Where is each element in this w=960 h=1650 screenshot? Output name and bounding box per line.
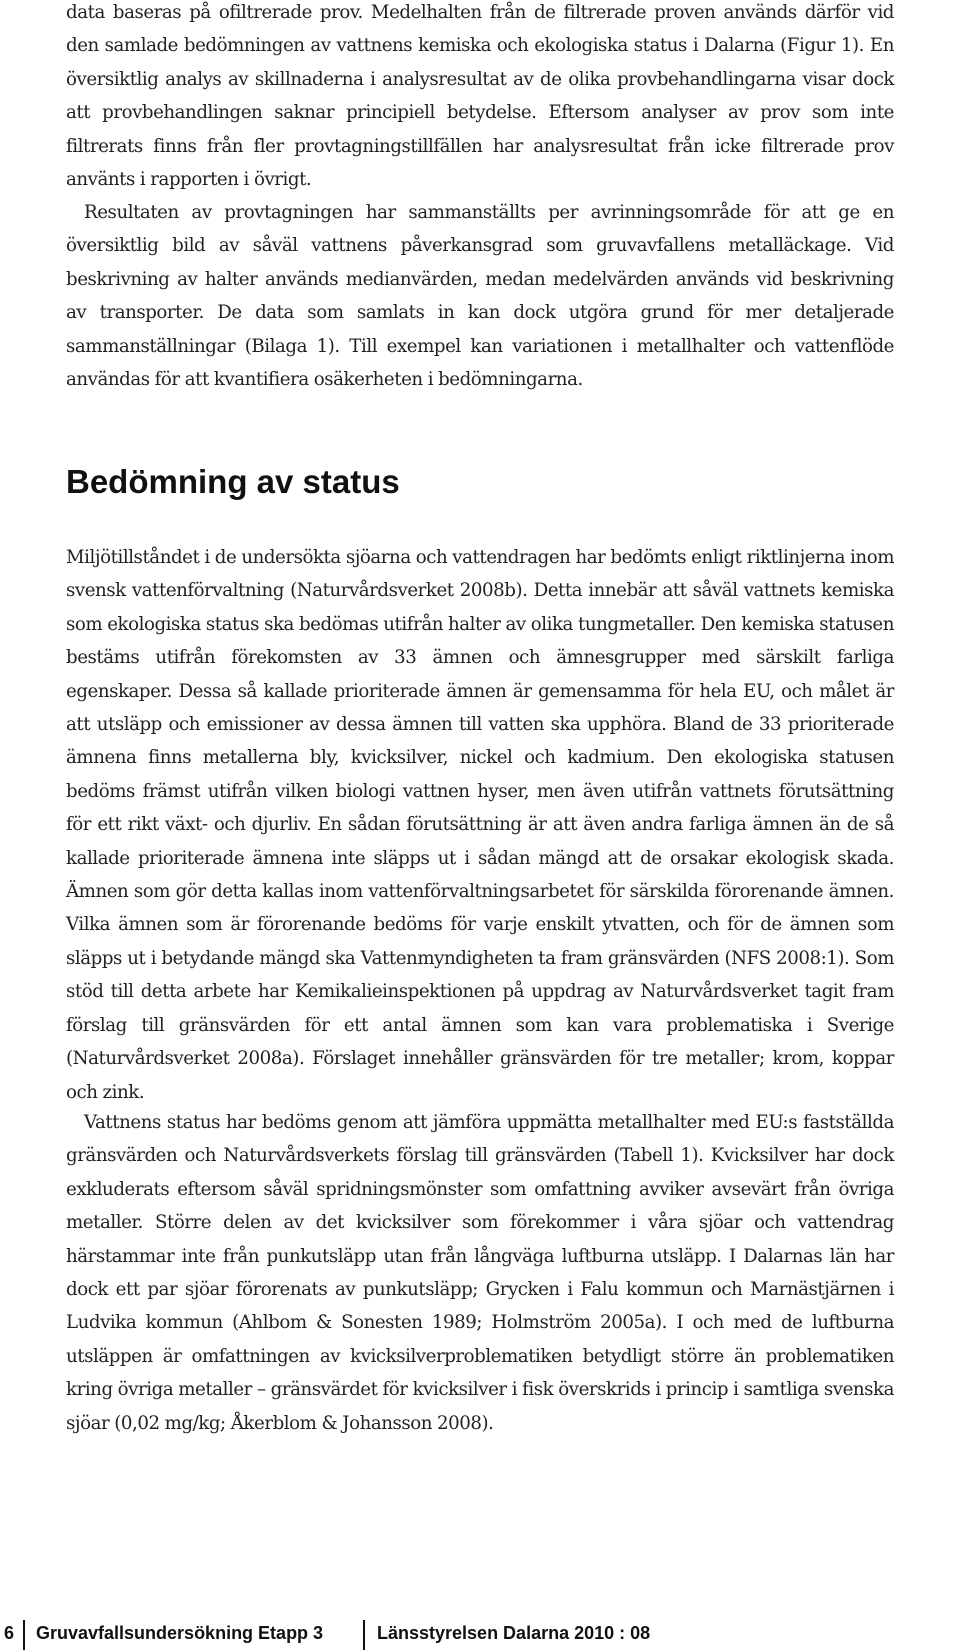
page-footer xyxy=(0,1620,960,1646)
body-paragraph: data baseras på ofiltrerade prov. Medelhalten från de filtrerade proven används därför vid den samlade bedömningen av vattnens kemiska och ekologiska status i Dalarna (Figur 1). En översiktlig analys av skillnaderna i analysresultat av de olika provbehandlingarna visar dock att provbehandlingen saknar principiell betydelse. Eftersom analyser av prov som inte filtrerats finns från fler provtagningstillfällen har analysresultat från icke filtrerade prov använts i rapporten i övrigt. xyxy=(66,2,894,191)
body-paragraph: Vattnens status har bedöms genom att jämföra uppmätta metallhalter med EU:s fastställda gränsvärden och Naturvårdsverkets förslag till gränsvärden (Tabell 1). Kvicksilver har dock exkluderats eftersom såväl spridningsmönster som omfattning avviker avsevärt från övriga metaller. Större delen av det kvicksilver som förekommer i våra sjöar och vattendrag härstammar inte från punkutsläpp utan från långväga luftburna utsläpp. I Dalarnas län har dock ett par sjöar förorenats av punkutsläpp; Grycken i Falu kommun och Marnästjärnen i Ludvika kommun (Ahlbom & Sonesten 1989; Holmström 2005a). I och med de luftburna utsläppen är omfattningen av kvicksilverproblematiken betydligt större än problematiken kring övriga metaller – gränsvärdet för kvicksilver i fisk överskrids i princip i samtliga svenska sjöar (0,02 mg/kg; Åkerblom & Johansson 2008). xyxy=(66,1112,894,1434)
page-number: 6 xyxy=(4,1623,15,1643)
body-paragraph: Miljötillståndet i de undersökta sjöarna och vattendragen har bedömts enligt riktlinjerna inom svensk vattenförvaltning (Naturvårdsverket 2008b). Detta innebär att såväl vattnets kemiska som ekologiska status ska bedömas utifrån halter av olika tungmetaller. Den kemiska statusen bestäms utifrån förekomsten av 33 ämnen och ämnesgrupper med särskilt farliga egenskaper. Dessa så kallade prioriterade ämnen är gemensamma för hela EU, och målet är att utsläpp och emissioner av dessa ämnen till vatten ska upphöra. Bland de 33 prioriterade ämnena finns metallerna bly, kvicksilver, nickel och kadmium. Den ekologiska statusen bedöms främst utifrån vilken biologi vattnen hyser, men även utifrån vattnets förutsättning för ett rikt växt- och djurliv. En sådan förutsättning är att även andra farliga ämnen än de så kallade prioriterade ämnena inte släpps ut i sådan mängd att de orsakar ekologisk skada. Ämnen som gör detta kallas inom vattenförvaltningsarbetet för särskilda förorenande ämnen. Vilka ämnen som är förorenande bedöms för varje enskilt ytvatten, och för de ämnen som släpps ut i betydande mängd ska Vattenmyndigheten ta fram gränsvärden (NFS 2008:1). Som stöd till detta arbete har Kemikalieinspektionen på uppdrag av Naturvårdsverket tagit fram förslag till gränsvärden för ett antal ämnen som kan vara problematiska i Sverige (Naturvårdsverket 2008a). Förslaget innehåller gränsvärden för tre metaller; krom, koppar och zink. xyxy=(66,547,894,1103)
body-paragraph: Resultaten av provtagningen har sammanställts per avrinningsområde för att ge en översiktlig bild av såväl vattnens påverkansgrad som gruvavfallens metalläckage. Vid beskrivning av halter används medianvärden, medan medelvärden används vid beskrivning av transporter. De data som samlats in kan dock utgöra grund för mer detaljerade sammanställningar (Bilaga 1). Till exempel kan variationen i metallhalter och vattenflöde användas för att kvantifiera osäkerheten i bedömningarna. xyxy=(66,202,894,391)
report-series: Länsstyrelsen Dalarna 2010 : 08 xyxy=(377,1623,651,1643)
section-heading: Bedömning av status xyxy=(66,463,400,500)
footer-divider xyxy=(23,1620,25,1650)
footer-divider xyxy=(363,1620,365,1650)
report-title: Gruvavfallsundersökning Etapp 3 xyxy=(36,1623,324,1643)
